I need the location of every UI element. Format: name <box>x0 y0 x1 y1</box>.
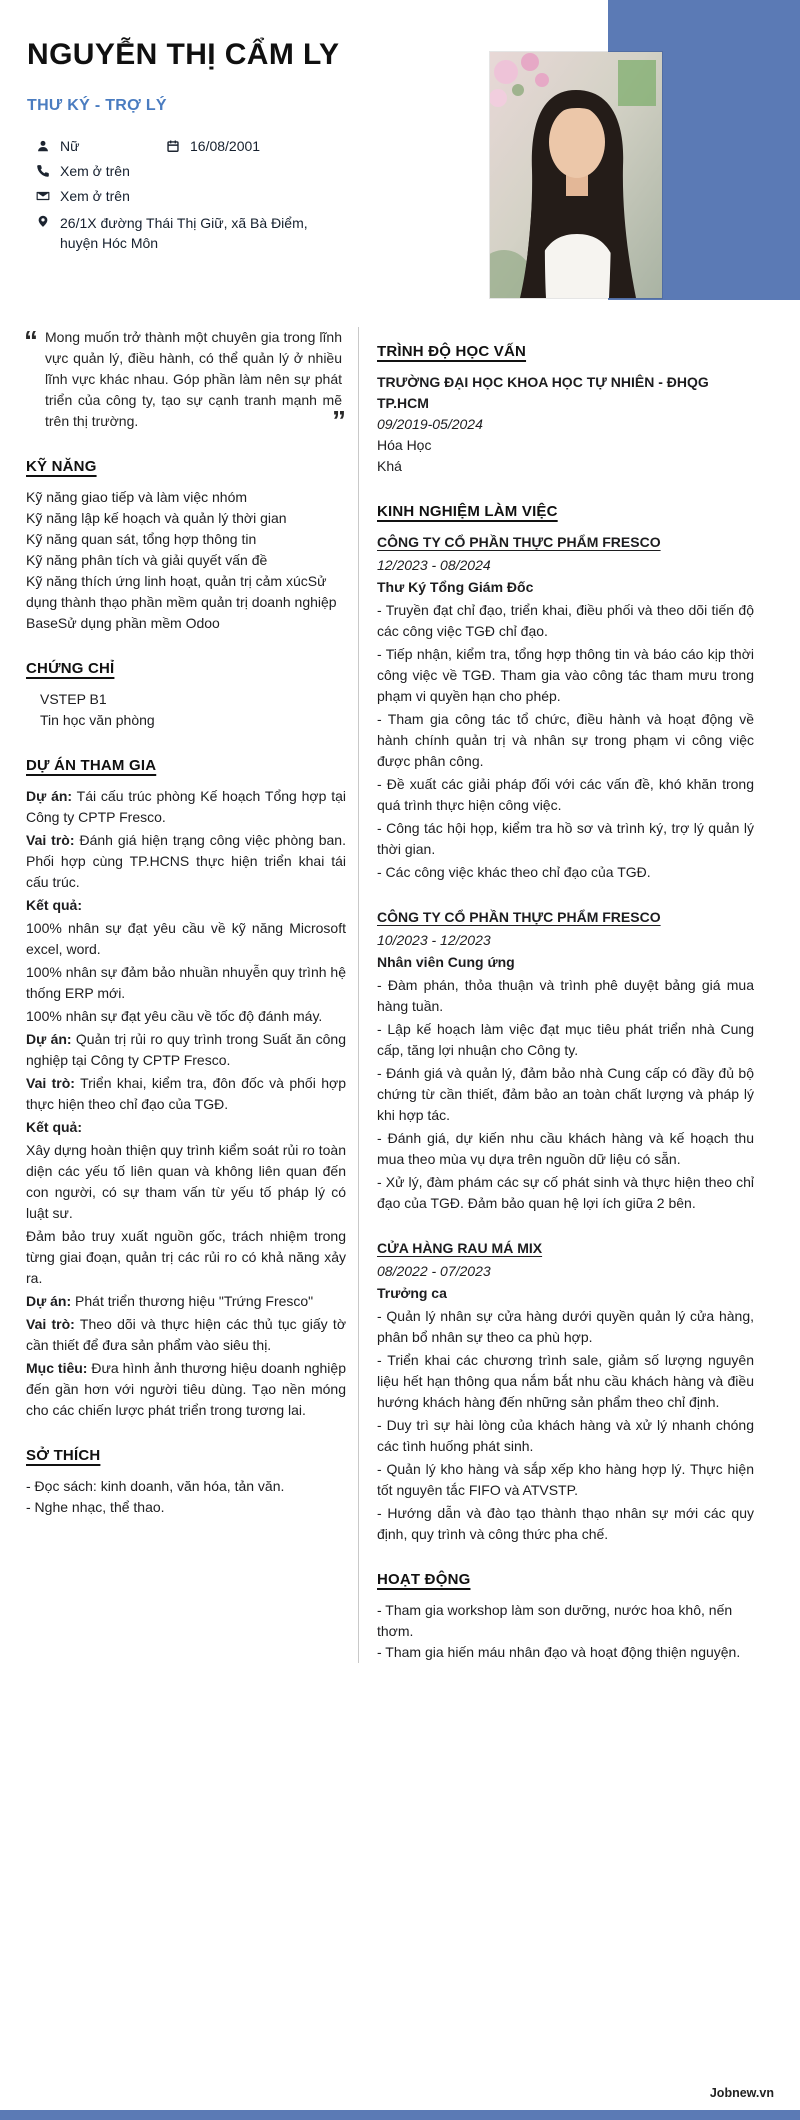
activity-item: - Tham gia hiến máu nhân đạo và hoạt động thiện nguyện. <box>377 1644 741 1660</box>
mail-icon <box>36 189 50 203</box>
experience-section <box>377 503 754 1545</box>
project-entry: Dự án: Quản trị rủi ro quy trình trong Suất ăn công nghiệp tại Công ty CPTP Fresco. <box>26 1031 346 1068</box>
profile-photo-illustration <box>490 52 662 298</box>
job-bullet: - Tiếp nhận, kiểm tra, tổng hợp thông tin và báo cáo kịp thời công việc về TGĐ. Tham gia vào công tác tham mưu trong phạm vi quyền hạn cho phép. <box>377 646 754 704</box>
education-major: Hóa Học <box>377 437 432 453</box>
skills-heading: KỸ NĂNG <box>26 458 97 475</box>
project-entry: Vai trò: Theo dõi và thực hiện các thủ tục giấy tờ cần thiết để đưa sản phẩm vào siêu thị. <box>26 1316 346 1353</box>
activities-section <box>377 1571 754 1663</box>
address-value: 26/1X đường Thái Thị Giữ, xã Bà Điểm, huyện Hóc Môn <box>60 215 308 252</box>
project-entry <box>26 1117 346 1138</box>
skill-item: Kỹ năng thích ứng linh hoạt, quản trị cảm xúcSử dụng thành thạo phần mềm quản trị doanh nghiệp BaseSử dụng phần mềm Odoo <box>26 573 337 631</box>
project-entry: Xây dựng hoàn thiện quy trình kiểm soát rủi ro toàn diện các yếu tố liên quan và không liên quan đến con người, có sự tham vấn từ yếu tố pháp lý có luật sư. <box>26 1142 346 1221</box>
email-value: Xem ở trên <box>60 188 130 204</box>
job-block <box>377 907 754 1214</box>
main-content <box>26 327 778 1663</box>
candidate-name: NGUYỄN THỊ CẨM LY <box>27 38 340 71</box>
education-section <box>377 343 754 477</box>
projects-section <box>26 757 346 1421</box>
job-bullet: - Quản lý kho hàng và sắp xếp kho hàng hợp lý. Thực hiện tốt nguyên tắc FIFO và ATVSTP. <box>377 1461 754 1498</box>
job-bullet: - Đánh giá, dự kiến nhu cầu khách hàng và kế hoạch thu mua theo mùa vụ dựa trên nguồn dữ liệu có sẵn. <box>377 1130 754 1167</box>
project-entry-label: Dự án: <box>26 788 73 804</box>
contact-info <box>36 138 476 263</box>
job-bullet: - Truyền đạt chỉ đạo, triển khai, điều phối và theo dõi tiến độ các công việc TGĐ chỉ đạo. <box>377 602 754 639</box>
job-company: CÔNG TY CỔ PHẦN THỰC PHẨM FRESCO <box>377 534 661 550</box>
job-bullet: - Đề xuất các giải pháp đối với các vấn đề, khó khăn trong quá trình thực hiện công việc. <box>377 776 754 813</box>
skill-item: Kỹ năng phân tích và giải quyết vấn đề <box>26 552 268 568</box>
project-entry: Đảm bảo truy xuất nguồn gốc, trách nhiệm trong từng giai đoạn, quản trị các rủi ro có khả năng xảy ra. <box>26 1228 346 1286</box>
location-icon <box>36 214 50 228</box>
contact-row-2 <box>36 163 476 179</box>
job-position: Trưởng ca <box>377 1285 447 1301</box>
footer-accent-bar <box>0 2110 800 2120</box>
hobbies-section <box>26 1447 346 1518</box>
project-entry-label: Vai trò: <box>26 1075 75 1091</box>
project-entry: Vai trò: Đánh giá hiện trạng công việc phòng ban. Phối hợp cùng TP.HCNS thực hiện triển khai tái cấu trúc. <box>26 832 346 890</box>
dob-value: 16/08/2001 <box>190 138 261 154</box>
certificate-item: Tin học văn phòng <box>40 712 155 728</box>
projects-heading: DỰ ÁN THAM GIA <box>26 757 157 774</box>
skill-item: Kỹ năng lập kế hoạch và quản lý thời gian <box>26 510 287 526</box>
objective-text-wrap <box>45 327 346 436</box>
project-entry-label: Mục tiêu: <box>26 1360 88 1376</box>
experience-list <box>377 532 754 1545</box>
experience-heading: KINH NGHIỆM LÀM VIỆC <box>377 503 558 520</box>
project-entry: Vai trò: Triển khai, kiểm tra, đôn đốc và phối hợp thực hiện theo chỉ đạo của TGĐ. <box>26 1075 346 1112</box>
job-bullet: - Triển khai các chương trình sale, giảm số lượng nguyên liệu hết hạn thông qua nắm bắt nhu cầu khách hàng và điều hướng khách hàng đến những sản phẩm theo chỉ định. <box>377 1352 754 1410</box>
phone-field <box>36 163 130 179</box>
certificates-heading: CHỨNG CHỈ <box>26 660 115 677</box>
activity-item: - Tham gia workshop làm son dưỡng, nước hoa khô, nến thơm. <box>377 1602 733 1639</box>
education-period: 09/2019-05/2024 <box>377 416 483 432</box>
left-column <box>26 327 358 1663</box>
job-block <box>377 1238 754 1545</box>
activities-heading: HOẠT ĐỘNG <box>377 1571 471 1588</box>
email-field <box>36 188 130 204</box>
calendar-icon <box>166 139 180 153</box>
activities-list <box>377 1600 754 1663</box>
project-entry-label: Dự án: <box>26 1293 72 1309</box>
candidate-title: THƯ KÝ - TRỢ LÝ <box>27 97 167 114</box>
skills-list <box>26 487 346 634</box>
education-school: TRƯỜNG ĐẠI HỌC KHOA HỌC TỰ NHIÊN - ĐHQG TP.HCM <box>377 374 709 411</box>
job-bullet: - Lập kế hoạch làm việc đạt mục tiêu phát triển nhà Cung cấp, tăng lợi nhuận cho Công ty. <box>377 1021 754 1058</box>
hobby-item: - Nghe nhạc, thể thao. <box>26 1499 165 1515</box>
certificates-section <box>26 660 346 731</box>
contact-row-4 <box>36 213 476 254</box>
dob-field <box>166 138 260 154</box>
project-entry-label: Kết quả: <box>26 897 82 913</box>
education-grade: Khá <box>377 458 402 474</box>
job-position: Nhân viên Cung ứng <box>377 954 515 970</box>
certificates-list <box>40 689 346 731</box>
skill-item: Kỹ năng giao tiếp và làm việc nhóm <box>26 489 248 505</box>
project-entry-label: Dự án: <box>26 1031 72 1047</box>
job-bullet: - Đàm phán, thỏa thuận và trình phê duyệt bảng giá mua hàng tuần. <box>377 977 754 1014</box>
open-quote-icon: “ <box>24 325 38 356</box>
address-field <box>36 213 345 254</box>
project-entry: 100% nhân sự đạt yêu cầu về kỹ năng Microsoft excel, word. <box>26 920 346 957</box>
skill-item: Kỹ năng quan sát, tổng hợp thông tin <box>26 531 257 547</box>
job-bullet: - Duy trì sự hài lòng của khách hàng và xử lý nhanh chóng các tình huống phát sinh. <box>377 1417 754 1454</box>
hobby-item: - Đọc sách: kinh doanh, văn hóa, tản văn. <box>26 1478 285 1494</box>
project-entry: 100% nhân sự đảm bảo nhuần nhuyễn quy trình hệ thống ERP mới. <box>26 964 346 1001</box>
project-entry: Dự án: Tái cấu trúc phòng Kế hoạch Tổng hợp tại Công ty CPTP Fresco. <box>26 788 346 825</box>
job-bullet: - Đánh giá và quản lý, đảm bảo nhà Cung cấp có đầy đủ bộ chứng từ cần thiết, đảm bảo an toàn chất lượng và pháp lý khi hợp tác. <box>377 1065 754 1123</box>
project-entry: 100% nhân sự đạt yêu cầu về tốc độ đánh máy. <box>26 1008 323 1024</box>
job-bullet: - Xử lý, đàm phám các sự cố phát sinh và thực hiện theo chỉ đạo của TGĐ. Đảm bảo quan hệ lợi ích giữa 2 bên. <box>377 1174 754 1211</box>
job-block <box>377 532 754 883</box>
education-heading: TRÌNH ĐỘ HỌC VẤN <box>377 343 527 360</box>
footer-brand: Jobnew.vn <box>709 2086 774 2100</box>
job-period: 12/2023 - 08/2024 <box>377 557 491 573</box>
close-quote-icon: ” <box>332 405 346 436</box>
job-bullet: - Hướng dẫn và đào tạo thành thạo nhân sự mới các quy định, quy trình và công thức pha chế. <box>377 1505 754 1542</box>
job-bullet: - Công tác hội họp, kiểm tra hồ sơ và trình ký, trợ lý quản lý thời gian. <box>377 820 754 857</box>
hobbies-heading: SỞ THÍCH <box>26 1447 101 1464</box>
job-company: CỬA HÀNG RAU MÁ MIX <box>377 1240 543 1256</box>
certificate-item: VSTEP B1 <box>40 691 107 707</box>
job-bullet: - Các công việc khác theo chỉ đạo của TGĐ. <box>377 864 651 880</box>
job-period: 10/2023 - 12/2023 <box>377 932 491 948</box>
phone-icon <box>36 164 50 178</box>
gender-field <box>36 138 166 154</box>
projects-list <box>26 786 346 1421</box>
contact-row-3 <box>36 188 476 204</box>
job-period: 08/2022 - 07/2023 <box>377 1263 491 1279</box>
job-position: Thư Ký Tổng Giám Đốc <box>377 579 534 595</box>
right-column <box>359 327 778 1663</box>
skills-section <box>26 458 346 634</box>
job-bullet: - Tham gia công tác tổ chức, điều hành và hoạt động về hành chính quản trị và nhân sự trong phạm vi công việc được phân công. <box>377 711 754 769</box>
career-objective <box>24 325 346 436</box>
contact-row-1 <box>36 138 476 154</box>
project-entry: Dự án: Phát triển thương hiệu "Trứng Fresco" <box>26 1293 314 1309</box>
phone-value: Xem ở trên <box>60 163 130 179</box>
job-company: CÔNG TY CỔ PHẦN THỰC PHẨM FRESCO <box>377 909 661 925</box>
project-entry-label: Kết quả: <box>26 1119 82 1135</box>
job-bullet: - Quản lý nhân sự cửa hàng dưới quyền quản lý cửa hàng, phân bổ nhân sự theo ca phù hợp. <box>377 1308 754 1345</box>
hobbies-list <box>26 1476 346 1518</box>
project-entry: Mục tiêu: Đưa hình ảnh thương hiệu doanh nghiệp đến gần hơn với người tiêu dùng. Tạo nền móng cho các chiến lược phát triển trong tương lai. <box>26 1360 346 1418</box>
gender-value: Nữ <box>60 138 80 154</box>
project-entry-label: Vai trò: <box>26 832 75 848</box>
objective-text: Mong muốn trở thành một chuyên gia trong lĩnh vực quản lý, điều hành, có thể quản lý ở nhiều lĩnh vực khác nhau. Góp phần làm nên sự phát triển của công ty, tạo sự cạnh tranh mạnh mẽ trên thị trường. <box>45 329 342 429</box>
project-entry-label: Vai trò: <box>26 1316 75 1332</box>
person-icon <box>36 139 50 153</box>
profile-photo <box>490 52 662 298</box>
project-entry <box>26 895 346 916</box>
